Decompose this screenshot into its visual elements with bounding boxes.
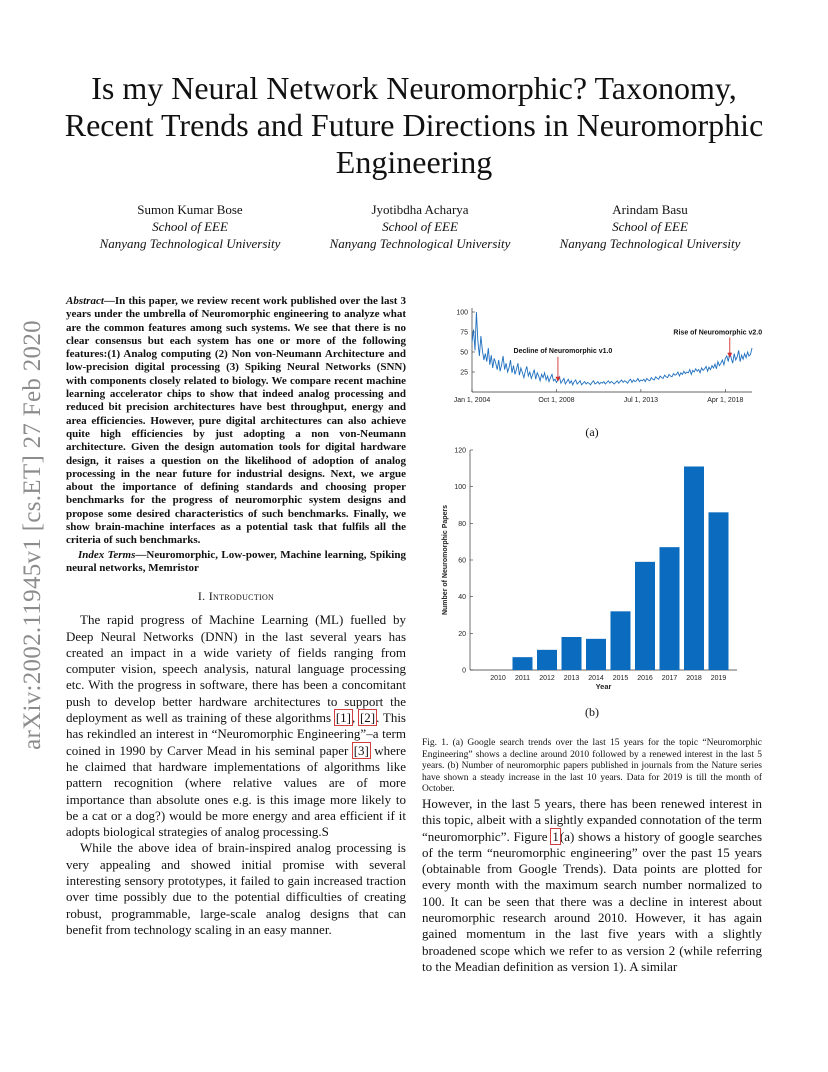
index-terms-text: —Neuromorphic, Low-power, Machine learning, Spiking neural networks, Memristor [66, 548, 406, 574]
y-tick-label: 60 [458, 557, 466, 565]
x-axis-label: Year [595, 682, 612, 691]
bar-2019 [709, 512, 729, 670]
text-run: The rapid progress of Machine Learning (ML) fuelled by Deep Neural Networks (DNN) in the last several years has created an impact in a wide variety of fields ranging from computer vision, speech analysis, natural language processing etc. With the progress in software, there has been a concomitant push to develop better hardware architectures to support the deployment as well as training of these algorithms [66, 612, 406, 726]
abstract-lead: Abstract [66, 295, 104, 307]
x-tick-label: Jul 1, 2013 [623, 397, 659, 404]
bar-2013 [562, 637, 582, 670]
intro-paragraph-2: While the above idea of brain-inspired analog processing is very appealing and showed initial promise with several interesting sensory prototypes, it failed to gain increased traction over time possibly due to the potential difficulties of creating robust, programmable, large-scale analog designs that can benefit from technology scaling in an easy manner. [66, 840, 406, 937]
x-tick-label: 2018 [686, 675, 702, 682]
y-tick-label: 20 [458, 630, 466, 638]
x-tick-label: Apr 1, 2018 [707, 397, 744, 404]
google-trends-chart [422, 300, 762, 425]
y-tick-label: 25 [460, 369, 468, 377]
x-tick-label: 2013 [563, 675, 580, 682]
papers-bar-chart [422, 440, 762, 705]
bar-2015 [611, 611, 631, 670]
left-column [66, 295, 406, 938]
bar-2014 [586, 639, 606, 670]
author-2 [310, 201, 530, 252]
author-name: Sumon Kumar Bose [137, 202, 243, 217]
bar-2012 [537, 650, 557, 670]
y-tick-label: 100 [456, 309, 468, 317]
abstract-text: —In this paper, we review recent work published over the last 3 years under the umbrella of Neuromorphic engineering to analyze what are the common features among such systems. We see that there is no clear consensus but each system has one or more of the following features:(1) Analog computing (2) Non von-Neumann Architecture and low-precision digital processing (3) Spiking Neural Networks (SNN) with components closely related to biology. We compare recent machine learning accelerator chips to show that indeed analog processing and reduced bit precision architectures have best throughput, energy and area efficiencies. However, pure digital architectures can also achieve quite high efficiencies by just adopting a non von-Neumann architecture. Given the design automation tools for digital hardware design, it raises a question on the likelihood of adoption of analog processing in the near future for industrial designs. Next, we argue about the importance of defining standards and choosing proper benchmarks for the progress of neuromorphic system designs and propose some desired characteristics of such benchmarks. Finally, we show brain-machine interfaces as a potential task that fulfils all the criteria of such benchmarks. [66, 295, 406, 547]
index-terms [66, 549, 406, 576]
figure-label-b: (b) [585, 705, 599, 719]
y-tick-label: 100 [454, 484, 466, 492]
x-tick-label: 2010 [490, 675, 506, 682]
y-tick-label: 120 [454, 447, 466, 455]
x-tick-label: 2012 [539, 675, 555, 682]
y-axis-label: Number of Neuromorphic Papers [442, 504, 449, 616]
paper-title: Is my Neural Network Neuromorphic? Taxonomy, Recent Trends and Future Directions in Neuromorphic Engineering [64, 70, 764, 180]
x-tick-label: 2016 [637, 675, 653, 682]
y-tick-label: 80 [458, 520, 466, 528]
arxiv-watermark [8, 300, 58, 770]
author-dept: School of EEE [382, 219, 458, 234]
citation-link[interactable]: [3] [353, 742, 369, 758]
author-dept: School of EEE [152, 219, 228, 234]
y-tick-label: 50 [460, 349, 468, 357]
author-name: Arindam Basu [612, 202, 688, 217]
bar-2018 [684, 467, 704, 671]
x-tick-label: Jan 1, 2004 [453, 397, 491, 404]
text-run: , [351, 710, 359, 726]
index-terms-lead: Index Terms [78, 548, 136, 561]
x-tick-label: 2014 [588, 675, 604, 682]
annotation-decline: Decline of Neuromorphic v1.0 [513, 348, 613, 355]
section-heading: I. Introduction [197, 589, 275, 604]
y-tick-label: 40 [458, 594, 466, 602]
bar-2011 [513, 657, 533, 670]
annotation-rise: Rise of Neuromorphic v2.0 [673, 329, 762, 337]
y-tick-label: 75 [460, 329, 468, 337]
author-block [80, 201, 760, 252]
figure-link[interactable]: 1 [552, 828, 559, 844]
citation-link[interactable]: [1] [335, 710, 351, 726]
bar-2017 [660, 547, 680, 670]
text-run: where he claimed that hardware implementations of algorithms like pattern recognition (where relative values are of more importance than absolute ones e.g. is this image more likely to be a cat or a dog?) would be more energy and area efficient if it adopts biological strategies of analog processing.S [66, 742, 406, 840]
author-1 [80, 201, 300, 252]
right-column-text [422, 796, 762, 975]
author-name: Jyotibdha Acharya [371, 202, 469, 217]
x-tick-label: 2011 [514, 675, 531, 682]
x-tick-label: 2017 [661, 675, 678, 682]
text-run: (a) shows a history of google searches of the term “neuromorphic engineering” over the past 15 years (obtainable from Google Trends). Data points are plotted for every month with the maximum search number normalized to 100. It can be seen that there was a decline in interest about neuromorphic research around 2010. However, it has again gained momentum in the last five years with a slightly broadened scope which we refer to as version 2 (while referring to the Meadian definition as version 1). A similar [422, 828, 762, 974]
author-univ: Nanyang Technological University [559, 236, 741, 251]
abstract [66, 295, 406, 548]
figure-label-a: (a) [585, 425, 599, 439]
arrow-head [727, 353, 732, 358]
x-tick-label: Oct 1, 2008 [538, 397, 575, 404]
intro-paragraph-1 [66, 612, 406, 840]
y-tick-label: 0 [462, 667, 466, 675]
author-dept: School of EEE [612, 219, 688, 234]
text-run: However, in the last 5 years, there has been renewed interest in this topic, albeit with a slightly expanded connotation of the term “neuromorphic”. Figure [422, 796, 762, 844]
author-univ: Nanyang Technological University [329, 236, 511, 251]
author-3 [540, 201, 760, 252]
arxiv-id: arXiv:2002.11945v1 [cs.ET] 27 Feb 2020 [19, 320, 46, 750]
citation-link[interactable]: [2] [359, 710, 376, 726]
figure-1 [422, 300, 762, 796]
figure-caption: Fig. 1. (a) Google search trends over the last 15 years for the topic “Neuromorphic Engineering” shows a decline around 2010 followed by a renewed interest in the last 5 years. (b) Number of neuromorphic papers published in journals from the Nature series have shown a steady increase in the last 10 years. Data for 2019 is till the month of October. [422, 738, 762, 794]
intro-body [66, 612, 406, 938]
x-tick-label: 2015 [612, 675, 629, 682]
x-tick-label: 2019 [710, 675, 727, 682]
text-run: . This has rekindled an interest in “Neuromorphic Engineering”–a term coined in 1990 by Carver Mead in his seminal paper [66, 710, 406, 758]
bar-2016 [635, 562, 655, 670]
author-univ: Nanyang Technological University [99, 236, 281, 251]
